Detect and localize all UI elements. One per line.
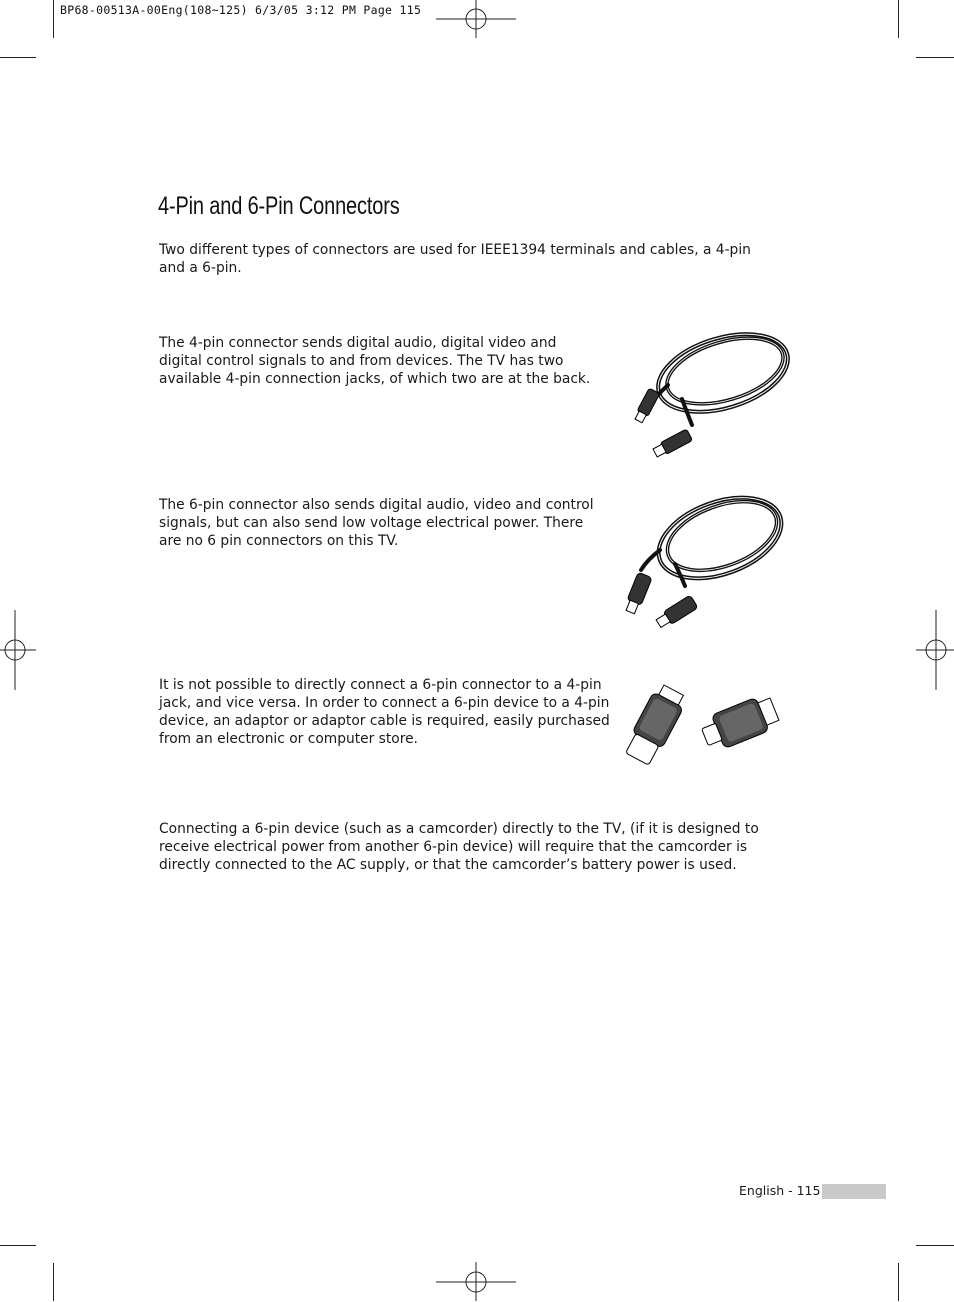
footer-bar xyxy=(822,1184,886,1199)
page-title: 4-Pin and 6-Pin Connectors xyxy=(158,192,400,220)
registration-mark-left xyxy=(0,610,40,690)
section-adaptor-text: It is not possible to directly connect a 6-pin connector to a 4-pin jack, and vice versa. In order to connect a 6-pin device to a 4-pin device, an adaptor or adaptor cable is required, easily purchased from an electronic or computer store. xyxy=(159,677,610,747)
registration-mark-bottom xyxy=(436,1262,516,1302)
6-pin-cable-illustration xyxy=(615,488,790,618)
registration-mark-top xyxy=(436,0,516,40)
section-4pin-text: The 4-pin connector sends digital audio, digital video and digital control signals to and from devices. The TV has two available 4-pin connection jacks, of which two are at the back. xyxy=(159,335,591,387)
page-number: English - 115 xyxy=(739,1183,821,1198)
adaptor-illustration xyxy=(622,680,797,770)
registration-mark-right xyxy=(914,610,954,690)
section-6pin-text: The 6-pin connector also sends digital audio, video and control signals, but can also send low voltage electrical power. There are no 6 pin connectors on this TV. xyxy=(159,497,594,549)
closing-paragraph: Connecting a 6-pin device (such as a camcorder) directly to the TV, (if it is designed to receive electrical power from another 6-pin device) will require that the camcorder is directly connected to the AC supply, or that the camcorder’s battery power is used. xyxy=(159,821,759,873)
print-slug: BP68-00513A-00Eng(108~125) 6/3/05 3:12 PM Page 115 xyxy=(60,3,422,17)
4-pin-cable-illustration xyxy=(620,325,795,455)
intro-paragraph: Two different types of connectors are used for IEEE1394 terminals and cables, a 4-pin and a 6-pin. xyxy=(159,242,751,276)
